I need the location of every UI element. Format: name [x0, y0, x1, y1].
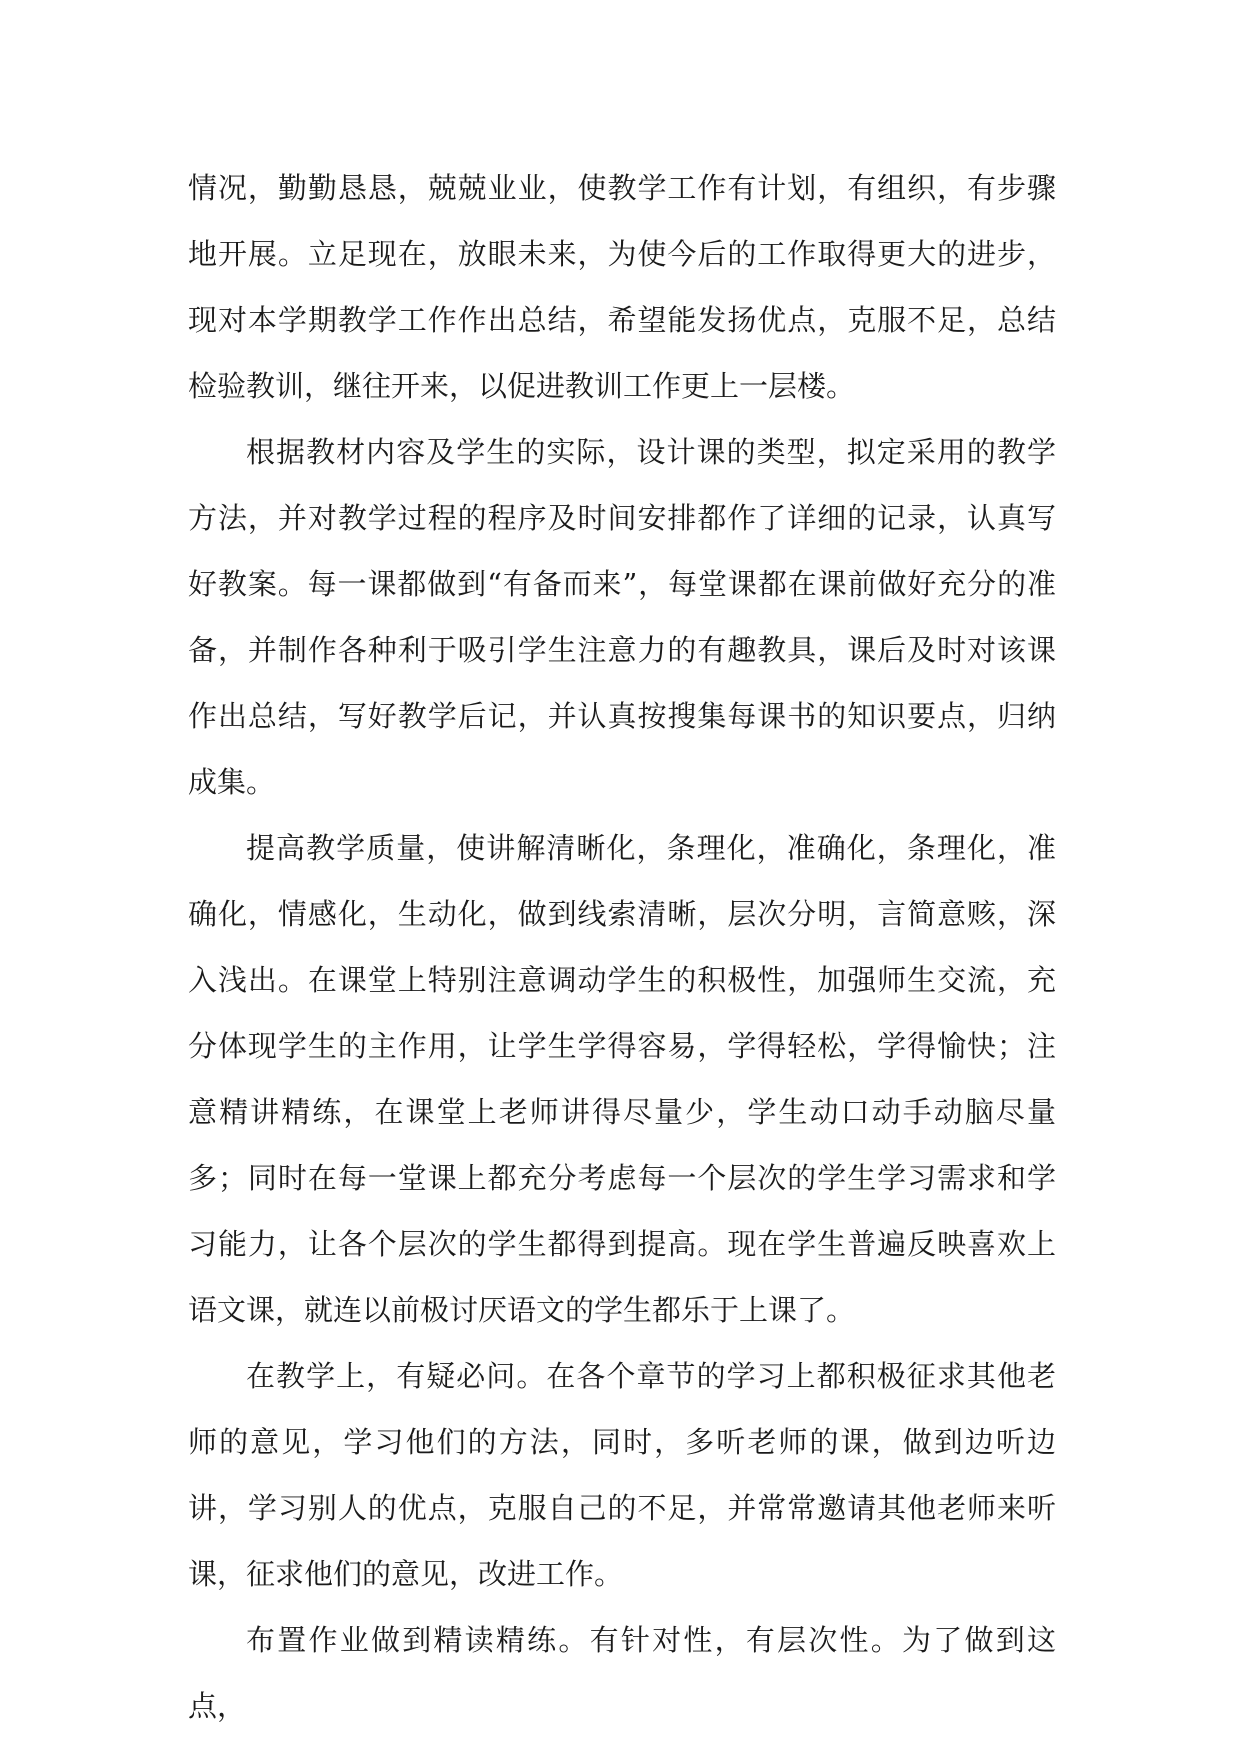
paragraph-homework: 布置作业做到精读精练。有针对性，有层次性。为了做到这点， [188, 1623, 1056, 1723]
paragraph-continuation: 情况，勤勤恳恳，兢兢业业，使教学工作有计划，有组织，有步骤地开展。立足现在，放眼未来，为使今后的工作取得更大的进步，现对本学期教学工作作出总结，希望能发扬优点，克服不足，总结检验教训，继往开来，以促进教训工作更上一层楼。 [188, 171, 1056, 403]
document-body [188, 155, 1056, 1739]
paragraph-teaching-quality: 提高教学质量，使讲解清晰化，条理化，准确化，条理化，准确化，情感化，生动化，做到线索清晰，层次分明，言简意赅，深入浅出。在课堂上特别注意调动学生的积极性，加强师生交流，充分体现学生的主作用，让学生学得容易，学得轻松，学得愉快；注意精讲精练，在课堂上老师讲得尽量少，学生动口动手动脑尽量多；同时在每一堂课上都充分考虑每一个层次的学生学习需求和学习能力，让各个层次的学生都得到提高。现在学生普遍反映喜欢上语文课，就连以前极讨厌语文的学生都乐于上课了。 [188, 831, 1056, 1327]
paragraph-learning-from-colleagues: 在教学上，有疑必问。在各个章节的学习上都积极征求其他老师的意见，学习他们的方法，同时，多听老师的课，做到边听边讲，学习别人的优点，克服自己的不足，并常常邀请其他老师来听课，征求他们的意见，改进工作。 [188, 1359, 1056, 1591]
paragraph-lesson-preparation: 根据教材内容及学生的实际，设计课的类型，拟定采用的教学方法，并对教学过程的程序及时间安排都作了详细的记录，认真写好教案。每一课都做到“有备而来”，每堂课都在课前做好充分的准备，并制作各种利于吸引学生注意力的有趣教具，课后及时对该课作出总结，写好教学后记，并认真按搜集每课书的知识要点，归纳成集。 [188, 435, 1056, 799]
